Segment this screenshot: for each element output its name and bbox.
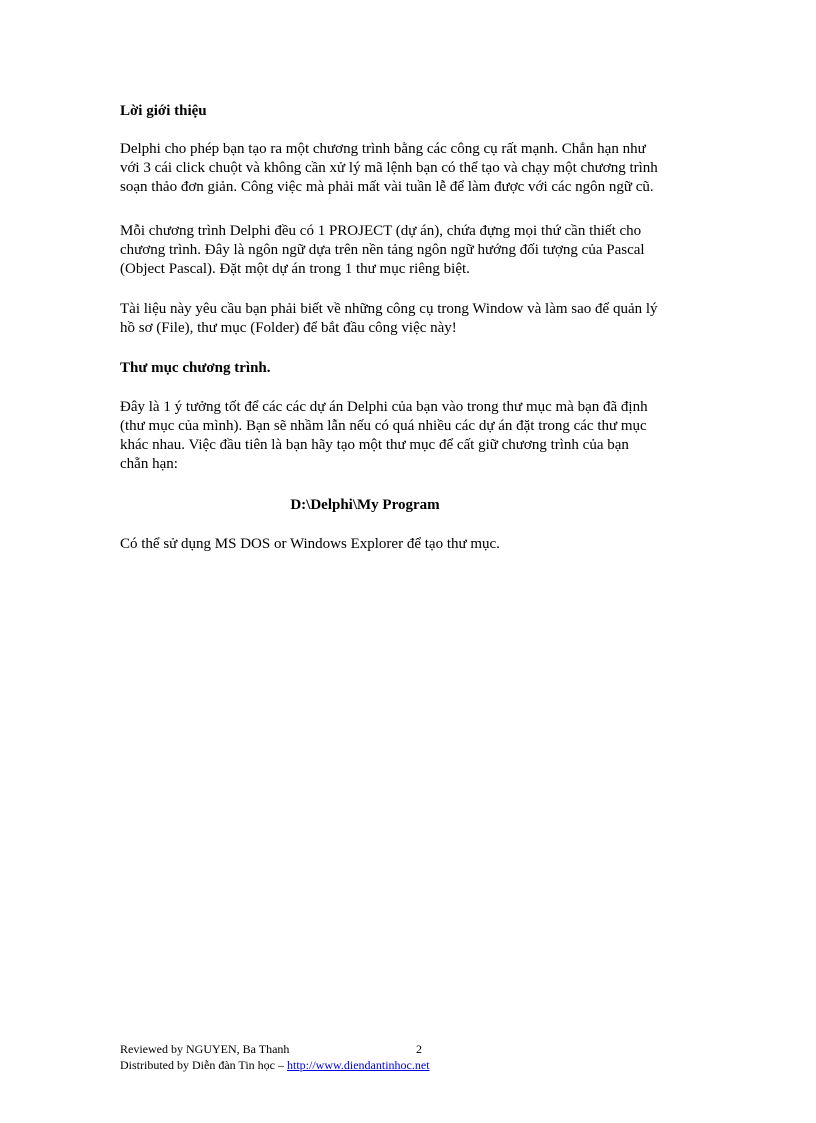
intro-heading: Lời giới thiệu [120, 103, 207, 119]
text-line: (thư mục của mình). Bạn sẽ nhầm lẫn nếu có quá nhiều các dự án đặt trong các thư mục [120, 418, 647, 434]
text-line: chẵn hạn: [120, 456, 178, 472]
text-line: soạn thảo đơn giản. Công việc mà phải mất vài tuần lễ để làm được với các ngôn ngữ cũ. [120, 179, 654, 195]
folder-path: D:\Delphi\My Program [290, 497, 440, 513]
text-line: Delphi cho phép bạn tạo ra một chương trình bằng các công cụ rất mạnh. Chẳn hạn như [120, 141, 646, 157]
intro-paragraph-2 [120, 222, 700, 279]
intro-paragraph-1 [120, 140, 700, 197]
distributed-by: Distributed by Diễn đàn Tin học – [120, 1058, 287, 1072]
text-line: khác nhau. Việc đầu tiên là bạn hãy tạo một thư mục để cất giữ chương trình của bạn [120, 437, 629, 453]
website-link[interactable]: http://www.diendantinhoc.net [287, 1058, 430, 1072]
footer-distributed [120, 1057, 430, 1073]
text-line: Tài liệu này yêu cầu bạn phải biết về những công cụ trong Window và làm sao để quản lý [120, 301, 658, 317]
closing-paragraph [120, 535, 700, 554]
text-line: hồ sơ (File), thư mục (Folder) để bắt đầu công việc này! [120, 320, 457, 336]
page-number: 2 [416, 1042, 422, 1056]
text-line: (Object Pascal). Đặt một dự án trong 1 thư mục riêng biệt. [120, 261, 470, 277]
folder-paragraph [120, 398, 700, 474]
text-line: với 3 cái click chuột và không cần xử lý mã lệnh bạn có thể tạo và chạy một chương trình [120, 160, 658, 176]
intro-paragraph-3 [120, 300, 700, 338]
text-line: Mỗi chương trình Delphi đều có 1 PROJECT (dự án), chứa đựng mọi thứ cần thiết cho [120, 223, 642, 239]
folder-heading: Thư mục chương trình. [120, 360, 271, 376]
text-line: chương trình. Đây là ngôn ngữ dựa trên nền tảng ngôn ngữ hướng đối tượng của Pascal [120, 242, 645, 258]
footer-reviewed [120, 1041, 422, 1057]
reviewed-by: Reviewed by NGUYEN, Ba Thanh [120, 1042, 290, 1056]
text-line: Có thể sử dụng MS DOS or Windows Explorer để tạo thư mục. [120, 536, 500, 552]
text-line: Đây là 1 ý tưởng tốt để các các dự án Delphi của bạn vào trong thư mục mà bạn đã định [120, 399, 648, 415]
